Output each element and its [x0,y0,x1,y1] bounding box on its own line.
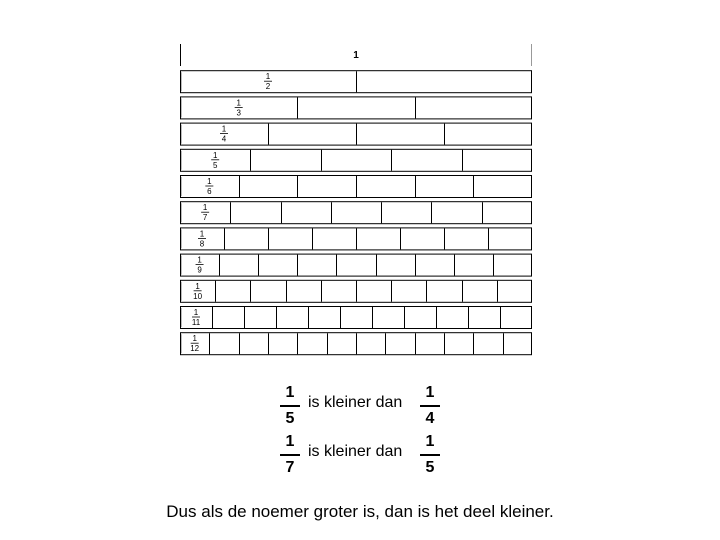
comparison-left-fraction [280,433,300,477]
comparison-left-fraction [280,384,300,428]
conclusion-text: Dus als de noemer groter is, dan is het deel kleiner. [166,502,554,521]
fraction-numerator: 1 [425,384,435,401]
fraction-label-denominator: 4 [221,134,227,144]
fraction-bar [420,454,440,456]
fraction-label-denominator: 8 [199,239,205,249]
fraction-label-denominator: 2 [265,82,271,92]
fraction-label-numerator: 1 [202,203,208,213]
fraction-label-whole: 1 [353,50,359,61]
fraction-label-numerator: 1 [265,72,271,82]
fraction-label-numerator: 1 [192,334,197,344]
fraction-label-denominator: 3 [236,108,241,118]
fraction-bar-row-7 [181,202,532,224]
fraction-label-denominator: 7 [202,213,208,223]
fraction-label-numerator: 1 [199,229,205,239]
fraction-label-denominator: 11 [191,318,201,327]
fraction-label-numerator: 1 [193,308,199,317]
fraction-label-denominator: 12 [190,344,200,354]
fraction-label-denominator: 9 [197,265,202,275]
fraction-bar [280,405,300,407]
fraction-denominator: 5 [425,459,435,476]
comparison-row-2 [280,433,450,477]
comparison-right-fraction [420,384,440,428]
fraction-bar-row-5 [181,149,532,171]
fraction-bar-row-9 [181,254,532,276]
comparison-text: is kleiner dan [308,394,403,411]
fraction-denominator: 4 [425,410,435,427]
fraction-label-numerator: 1 [197,255,202,265]
comparison-text: is kleiner dan [308,443,403,460]
fraction-label-numerator: 1 [236,98,241,108]
fraction-label-numerator: 1 [195,281,200,291]
fraction-numerator: 1 [285,433,295,450]
fraction-bar-row-3 [181,97,532,119]
comparison-row-1 [280,384,450,428]
fraction-label-numerator: 1 [212,150,218,160]
fraction-numerator: 1 [425,433,435,450]
fraction-denominator: 7 [285,459,295,476]
comparison-right-fraction [420,433,440,477]
fraction-bar [420,405,440,407]
fraction-label-numerator: 1 [221,124,227,134]
fraction-label-denominator: 5 [212,160,218,170]
fraction-denominator: 5 [285,410,295,427]
fraction-label-denominator: 6 [207,187,212,196]
fraction-label-denominator: 10 [193,291,203,301]
fraction-numerator: 1 [285,384,295,401]
fraction-label-numerator: 1 [207,177,212,186]
fraction-bar [280,454,300,456]
fraction-bar-row-11 [181,307,532,329]
